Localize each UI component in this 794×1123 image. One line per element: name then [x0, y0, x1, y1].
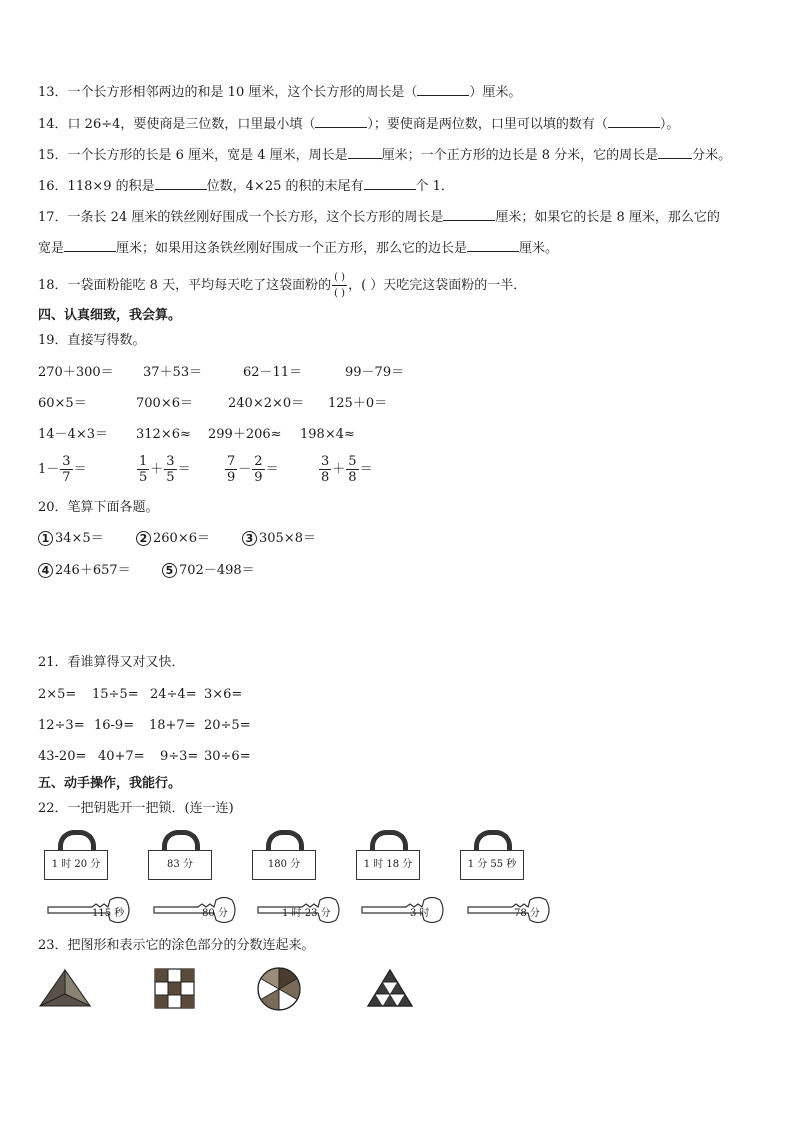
- q14-text-mid: ）；要使商是两位数，口里可以填的数有（: [367, 117, 608, 132]
- q15-text-end: 分米。: [692, 148, 732, 163]
- lock-label: 1 时 18 分: [356, 850, 420, 880]
- key-label: 3 时: [410, 908, 430, 919]
- lock[interactable]: [460, 830, 524, 880]
- calc-item: 62－11＝: [243, 365, 303, 380]
- q15-text-mid: 厘米；一个正方形的边长是 8 分米，它的周长是: [381, 148, 659, 163]
- calc-item: 270＋300＝: [38, 365, 114, 380]
- written-calc: 4 246＋657＝: [38, 562, 131, 580]
- key-label: 115 秒: [92, 908, 125, 919]
- triangle-shape[interactable]: [38, 968, 92, 1008]
- oral-calc: 3×6=: [204, 687, 243, 702]
- key[interactable]: [360, 896, 446, 924]
- q22-title: 22．一把钥匙开一把锁．(连一连): [38, 801, 234, 816]
- calc-item: 198×4≈: [300, 427, 355, 442]
- key-label: 1 时 23 分: [282, 908, 331, 919]
- written-calc: 2 260×6＝: [136, 530, 210, 548]
- calc-item: 240×2×0＝: [228, 396, 305, 411]
- oral-calc: 40+7=: [98, 749, 145, 764]
- answer-blank[interactable]: [417, 82, 469, 96]
- lock[interactable]: [148, 830, 212, 880]
- q23-title: 23．把图形和表示它的涂色部分的分数连起来。: [38, 938, 315, 953]
- question-15: [38, 145, 731, 165]
- answer-blank[interactable]: [348, 145, 382, 159]
- fraction-calc: $\frac{7}{9}$ － $\frac{2}{9}$ ＝: [227, 454, 279, 485]
- section-5-heading: 五、动手操作，我能行。: [38, 776, 182, 791]
- written-calc: 1 34×5＝: [38, 530, 104, 548]
- oral-calc: 16-9=: [94, 718, 135, 733]
- answer-blank[interactable]: [64, 238, 116, 252]
- oral-calc: 15÷5=: [92, 687, 139, 702]
- key-label: 80 分: [202, 908, 228, 919]
- key[interactable]: [152, 896, 238, 924]
- oral-calc: 43-20=: [38, 749, 87, 764]
- lock[interactable]: [44, 830, 108, 880]
- written-calc: 3 305×8＝: [242, 530, 316, 548]
- q18-text-end: ，( ）天吃完这袋面粉的一半．: [348, 278, 527, 293]
- q18-text: 18．一袋面粉能吃 8 天，平均每天吃了这袋面粉的: [38, 278, 332, 293]
- question-18: [38, 270, 526, 301]
- circled-number: 2: [136, 531, 151, 546]
- triangle-grid-shape[interactable]: [366, 968, 414, 1008]
- answer-blank[interactable]: [658, 145, 692, 159]
- circled-number: 5: [162, 563, 177, 578]
- calc-item: 700×6＝: [136, 396, 193, 411]
- key[interactable]: [256, 896, 342, 924]
- oral-calc: 20÷5=: [204, 718, 251, 733]
- calc-item: 99－79＝: [345, 365, 405, 380]
- circled-number: 4: [38, 563, 53, 578]
- lock[interactable]: [356, 830, 420, 880]
- written-calc: 5 702－498＝: [162, 562, 255, 580]
- section-4-heading: 四、认真细致，我会算。: [38, 308, 182, 323]
- grid-square-shape[interactable]: [154, 968, 196, 1010]
- question-17-line2: [38, 238, 558, 258]
- calc-item: 60×5＝: [38, 396, 87, 411]
- question-17-line1: [38, 207, 720, 227]
- answer-blank[interactable]: [364, 176, 416, 190]
- calc-item: 37＋53＝: [143, 365, 203, 380]
- lock[interactable]: [252, 830, 316, 880]
- answer-blank[interactable]: [155, 176, 207, 190]
- key-icon: [360, 896, 446, 924]
- calc-item: 312×6≈: [136, 427, 191, 442]
- q13-text-end: ）厘米。: [469, 85, 522, 100]
- question-14: [38, 114, 679, 134]
- q13-text: 13．一个长方形相邻两边的和是 10 厘米，这个长方形的周长是（: [38, 85, 418, 100]
- calc-item: 14－4×3＝: [38, 427, 108, 442]
- lock-label: 180 分: [252, 850, 316, 880]
- oral-calc: 2×5=: [38, 687, 77, 702]
- q14-text-end: ）。: [659, 117, 680, 132]
- lock-label: 83 分: [148, 850, 212, 880]
- q17-text-mid: 厘米；如果它的长是 8 厘米，那么它的: [495, 210, 720, 225]
- q17-text-cont: 宽是: [38, 241, 65, 256]
- answer-blank[interactable]: [443, 207, 495, 221]
- q17-text-mid2: 厘米；如果用这条铁丝刚好围成一个正方形，那么它的边长是: [116, 241, 468, 256]
- q18-fraction-blank[interactable]: $\frac{( )}{( )}$: [334, 272, 346, 299]
- q14-text: 14．口 26÷4，要使商是三位数，口里最小填（: [38, 117, 316, 132]
- question-13: [38, 82, 521, 102]
- fraction-calc: $\frac{1}{5}$ ＋ $\frac{3}{5}$ ＝: [139, 454, 191, 485]
- oral-calc: 12÷3=: [38, 718, 85, 733]
- circled-number: 3: [242, 531, 257, 546]
- lock-label: 1 分 55 秒: [460, 850, 524, 880]
- lock-label: 1 时 20 分: [44, 850, 108, 880]
- question-16: [38, 176, 454, 196]
- oral-calc: 30÷6=: [204, 749, 251, 764]
- answer-blank[interactable]: [608, 114, 660, 128]
- q16-text-end: 个 1．: [415, 179, 454, 194]
- q16-text: 16．118×9 的积是: [38, 179, 155, 194]
- q20-title: 20．笔算下面各题。: [38, 500, 159, 515]
- fraction-calc: $\frac{3}{8}$ ＋ $\frac{5}{8}$ ＝: [321, 454, 373, 485]
- circle-shape[interactable]: [256, 966, 302, 1012]
- answer-blank[interactable]: [315, 114, 367, 128]
- answer-blank[interactable]: [467, 238, 519, 252]
- oral-calc: 18+7=: [149, 718, 196, 733]
- key[interactable]: [466, 896, 552, 924]
- q21-title: 21．看谁算得又对又快．: [38, 655, 185, 670]
- q19-title: 19．直接写得数。: [38, 333, 146, 348]
- q17-text-end: 厘米。: [519, 241, 559, 256]
- q15-text: 15．一个长方形的长是 6 厘米，宽是 4 厘米，周长是: [38, 148, 348, 163]
- q16-text-mid: 位数，4×25 的积的末尾有: [206, 179, 364, 194]
- calc-item: 299＋206≈: [208, 427, 282, 442]
- oral-calc: 9÷3=: [160, 749, 199, 764]
- q17-text: 17．一条长 24 厘米的铁丝刚好围成一个长方形，这个长方形的周长是: [38, 210, 444, 225]
- circled-number: 1: [38, 531, 53, 546]
- fraction-calc: 1－ $\frac{3}{7}$ ＝: [38, 454, 87, 485]
- key-label: 78 分: [514, 908, 540, 919]
- oral-calc: 24÷4=: [150, 687, 197, 702]
- key[interactable]: [46, 896, 132, 924]
- calc-item: 125＋0＝: [328, 396, 388, 411]
